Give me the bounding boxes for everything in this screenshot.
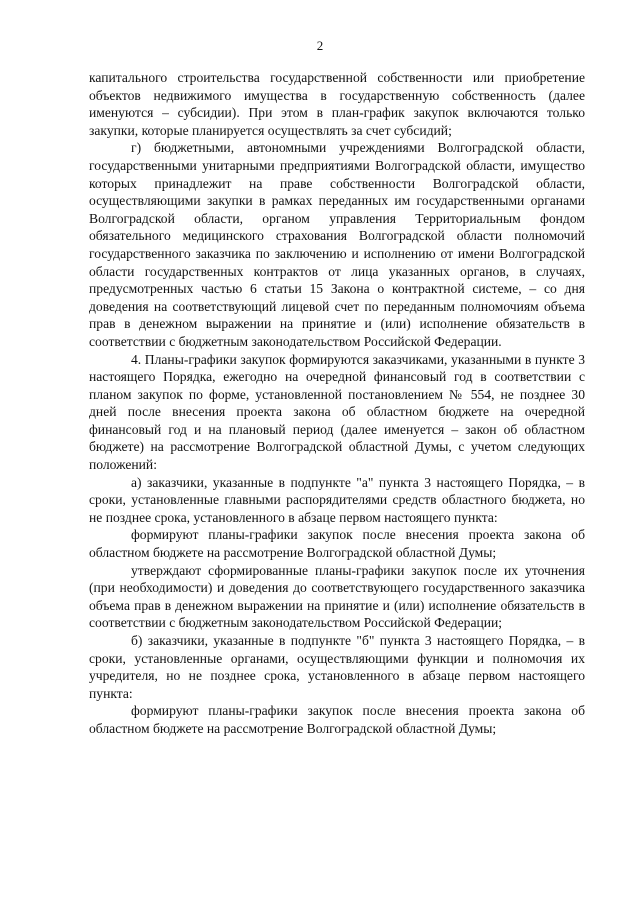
paragraph-subitem-a-form: формируют планы-графики закупок после внесения проекта закона об областном бюджете на рассмотрение Волгоградской областной Думы; [89,527,585,561]
paragraph-intro-continuation: капитального строительства государственной собственности или приобретение объектов недвижимого имущества в государственную собственность (далее именуются – субсидии). При этом в план-график закупок включаются только закупки, которые планируется осуществлять за счет субсидий; [89,70,585,138]
page-number: 2 [316,38,324,53]
paragraph-subitem-a: а) заказчики, указанные в подпункте "а" пункта 3 настоящего Порядка, – в сроки, установленные главными распорядителями средств областного бюджета, но не позднее срока, установленного в абзаце первом настоящего пункта: [89,474,585,525]
document-body [89,69,585,738]
paragraph-item-4: 4. Планы-графики закупок формируются заказчиками, указанными в пункте 3 настоящего Порядка, ежегодно на очередной финансовый год в соответствии с планом закупок по форме, установленной постановлением № 554, не позднее 30 дней после внесения проекта закона об областном бюджете на очередной финансовый год и на плановый период (далее именуется – закон об областном бюджете) на рассмотрение Волгоградской областной Думы, с учетом следующих положений: [89,351,585,473]
paragraph-subitem-a-approve: утверждают сформированные планы-графики закупок после их уточнения (при необходимости) и доведения до соответствующего государственного заказчика объема прав в денежном выражении на принятие и (или) исполнение обязательств в соответствии с бюджетным законодательством Российской Федерации; [89,562,585,631]
paragraph-subitem-b-form: формируют планы-графики закупок после внесения проекта закона об областном бюджете на рассмотрение Волгоградской областной Думы; [89,703,585,736]
paragraph-subitem-b: б) заказчики, указанные в подпункте "б" пункта 3 настоящего Порядка, – в сроки, установленные органами, осуществляющими функции и полномочия их учредителя, но не позднее срока, установленного в абзаце первом настоящего пункта: [89,633,585,701]
paragraph-item-g: г) бюджетными, автономными учреждениями Волгоградской области, государственными унитарными предприятиями Волгоградской области, имущество которых принадлежит на праве собственности Волгоградской области, осуществляющими закупки в рамках переданных им государственными органами Волгоградской области, органом управления Территориальным фондом обязательного медицинского страхования Волгоградской области полномочий государственного заказчика по заключению и исполнению от имени Волгоградской области государственных контрактов от лица указанных органов, в случаях, предусмотренных частью 6 статьи 15 Закона о контрактной системе, – со дня доведения на соответствующий лицевой счет по переданным полномочиям объема прав в денежном выражении на принятие и (или) исполнение обязательств в соответствии с бюджетным законодательством Российской Федерации. [89,140,585,349]
